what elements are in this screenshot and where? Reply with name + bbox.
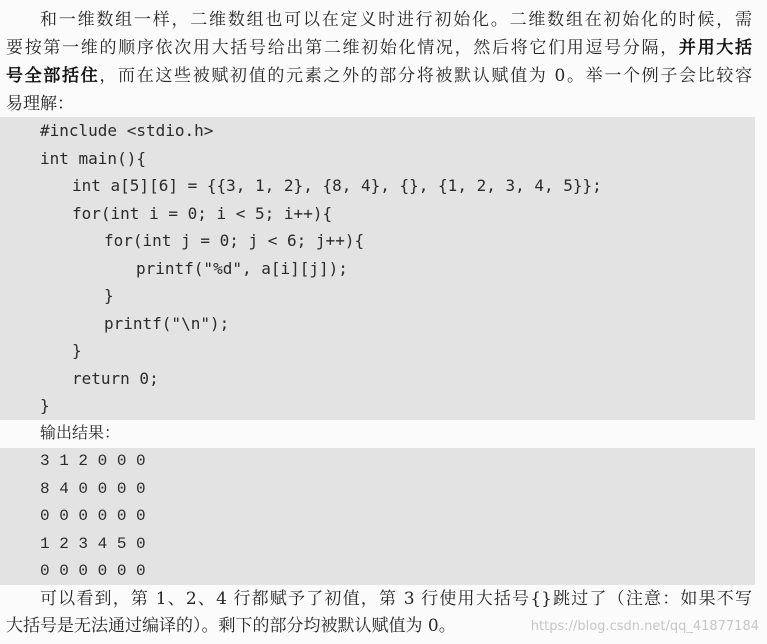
intro-line-2-text: 要按第一维的顺序依次用大括号给出第二维初始化情况，然后将它们用逗号分隔， <box>6 38 679 58</box>
intro-line-2-bold-text: 并用大括 <box>678 38 752 58</box>
code-line: int main(){ <box>40 148 146 168</box>
conclusion-line-1: 可以看到，第 1、2、4 行都赋予了初值，第 3 行使用大括号{}跳过了（注意：如果不写 <box>40 589 752 609</box>
output-line: 0 0 0 0 0 0 <box>40 507 146 525</box>
output-line: 1 2 3 4 5 0 <box>40 534 146 553</box>
code-line: printf("\n"); <box>104 313 230 333</box>
intro-line-3-text: ，而在这些被赋初值的元素之外的部分将被默认赋值为 0。举一个例子会比较容 <box>99 66 752 86</box>
output-line: 0 0 0 0 0 0 <box>40 562 146 580</box>
conclusion-line-2: 大括号是无法通过编译的）。剩下的部分均被默认赋值为 0。 <box>6 616 456 636</box>
code-line: } <box>72 341 82 360</box>
intro-line-1: 和一维数组一样，二维数组也可以在定义时进行初始化。二维数组在初始化的时候，需 <box>40 10 752 30</box>
intro-line-4: 易理解： <box>6 94 74 114</box>
code-line: #include <stdio.h> <box>40 121 214 140</box>
code-line: for(int j = 0; j < 6; j++){ <box>104 231 365 250</box>
intro-line-2 <box>6 34 752 62</box>
output-label: 输出结果： <box>40 423 121 442</box>
code-line: int a[5][6] = {{3, 1, 2}, {8, 4}, {}, {1, 2, 3, 4, 5}}; <box>72 176 602 195</box>
output-block <box>0 448 755 585</box>
watermark: https://blog.csdn.net/qq_41877184 <box>530 619 759 634</box>
code-block <box>0 117 755 420</box>
intro-line-3 <box>6 62 752 90</box>
code-line: for(int i = 0; i < 5; i++){ <box>72 203 333 223</box>
output-line: 3 1 2 0 0 0 <box>40 452 146 470</box>
code-line: } <box>104 286 114 305</box>
code-line: } <box>40 396 50 415</box>
code-line: return 0; <box>72 368 159 388</box>
code-line: printf("%d", a[i][j]); <box>136 258 348 278</box>
output-line: 8 4 0 0 0 0 <box>40 479 146 498</box>
intro-line-3-bold-text: 号全部括住 <box>6 66 100 86</box>
